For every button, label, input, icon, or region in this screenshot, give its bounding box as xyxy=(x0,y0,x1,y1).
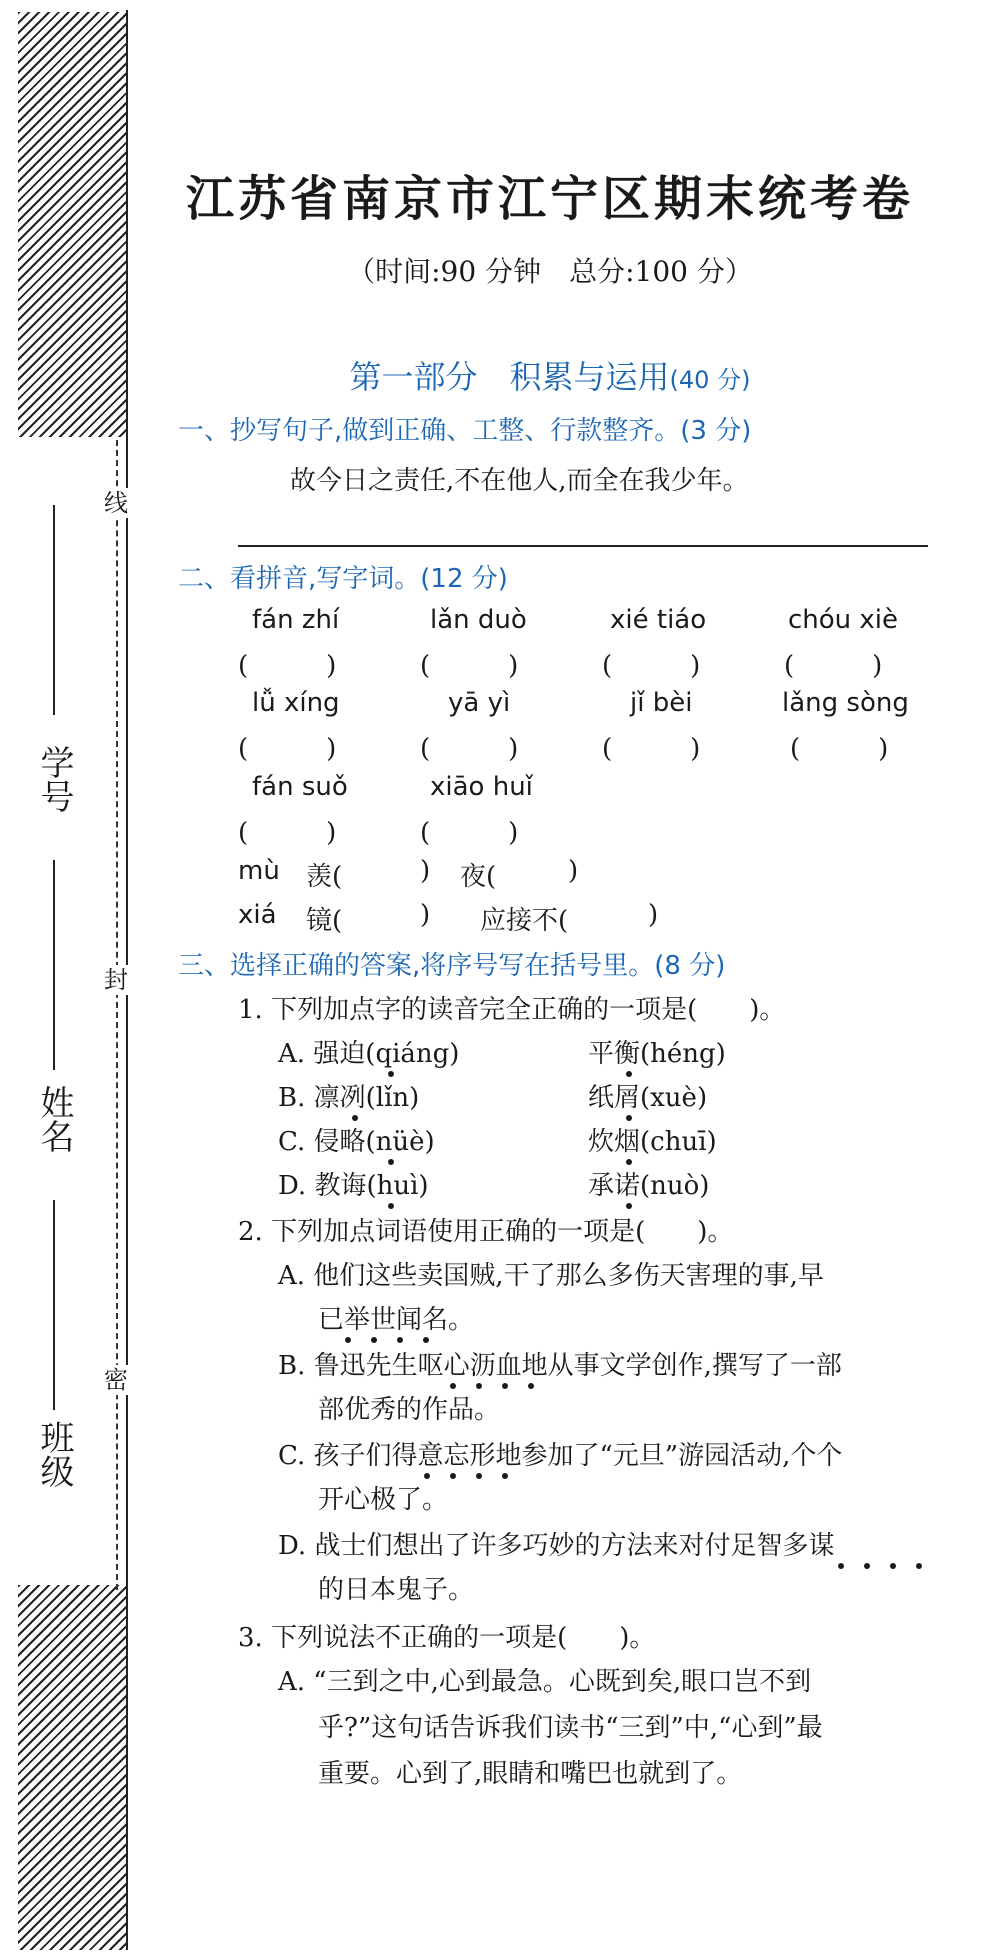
emphasis-dot xyxy=(388,1071,394,1077)
q2-option-a-line2: 已举世闻名。 xyxy=(318,1305,475,1335)
pinyin-item: lǚ xíng xyxy=(252,688,340,718)
emphasis-dot xyxy=(864,1563,870,1569)
q1-option-b-left[interactable]: B. 凛冽(lǐn) xyxy=(278,1083,420,1113)
emphasis-dot xyxy=(352,1115,358,1121)
word-blank[interactable]: 应接不( xyxy=(480,906,569,936)
q3-option-a-line2: 乎?”这句话告诉我们读书“三到”中,“心到”最 xyxy=(318,1713,823,1743)
student-id-line xyxy=(53,505,55,715)
word-blank[interactable]: 羡( xyxy=(306,862,343,892)
part-title xyxy=(170,352,930,398)
emphasis-dot xyxy=(345,1337,351,1343)
pinyin-item: chóu xiè xyxy=(788,605,899,635)
answer-blank[interactable]: ( ) xyxy=(238,818,337,848)
answer-blank[interactable]: ( ) xyxy=(238,734,337,764)
emphasis-dot xyxy=(626,1159,632,1165)
emphasis-dot xyxy=(502,1473,508,1479)
pinyin-item: fán zhí xyxy=(252,605,340,635)
pinyin-item: xié tiáo xyxy=(610,605,707,635)
answer-blank[interactable]: ( ) xyxy=(790,734,889,764)
word-blank-close: ) xyxy=(420,856,431,886)
section3-heading: 三、选择正确的答案,将序号写在括号里。(8 分) xyxy=(178,951,726,981)
q1-option-c-left[interactable]: C. 侵略(nüè) xyxy=(278,1127,435,1157)
section1-sentence: 故今日之责任,不在他人,而全在我少年。 xyxy=(290,466,749,496)
answer-blank[interactable]: ( ) xyxy=(420,651,519,681)
q2-option-b-line1[interactable]: B. 鲁迅先生呕心沥血地从事文学创作,撰写了一部 xyxy=(278,1351,842,1381)
pinyin-item: lǎn duò xyxy=(430,605,527,635)
emphasis-dot xyxy=(838,1563,844,1569)
emphasis-dot xyxy=(890,1563,896,1569)
section2-heading: 二、看拼音,写字词。(12 分) xyxy=(178,564,508,594)
q1-option-d-left[interactable]: D. 教诲(huì) xyxy=(278,1171,429,1201)
emphasis-dot xyxy=(476,1383,482,1389)
answer-blank[interactable]: ( ) xyxy=(784,651,883,681)
word-blank-close: ) xyxy=(648,900,659,930)
question-1-stem: 1. 下列加点字的读音完全正确的一项是( )。 xyxy=(238,995,786,1025)
name-line xyxy=(53,860,55,1070)
answer-blank[interactable]: ( ) xyxy=(420,818,519,848)
binding-mark-mi: 密 xyxy=(101,1365,131,1395)
emphasis-dot xyxy=(626,1071,632,1077)
emphasis-dot xyxy=(388,1203,394,1209)
q2-option-c-line1[interactable]: C. 孩子们得意忘形地参加了“元旦”游园活动,个个 xyxy=(278,1441,843,1471)
emphasis-dot xyxy=(423,1337,429,1343)
q2-option-a-line1[interactable]: A. 他们这些卖国贼,干了那么多伤天害理的事,早 xyxy=(278,1261,824,1291)
name-label: 姓名 xyxy=(34,1085,74,1153)
emphasis-dot xyxy=(626,1203,632,1209)
emphasis-dot xyxy=(476,1473,482,1479)
class-line xyxy=(53,1200,55,1410)
binding-cut-line xyxy=(116,440,118,1590)
answer-blank[interactable]: ( ) xyxy=(602,734,701,764)
student-id-label: 学号 xyxy=(34,745,74,813)
q1-option-c-right: 炊烟(chuī) xyxy=(588,1127,717,1157)
emphasis-dot xyxy=(388,1159,394,1165)
pinyin-item: jǐ bèi xyxy=(630,688,693,718)
question-3-stem: 3. 下列说法不正确的一项是( )。 xyxy=(238,1623,656,1653)
class-label: 班级 xyxy=(34,1420,74,1488)
q1-option-a-right: 平衡(héng) xyxy=(588,1039,726,1069)
pinyin-item: yā yì xyxy=(448,688,511,718)
emphasis-dot xyxy=(626,1115,632,1121)
pinyin-item: lǎng sòng xyxy=(782,688,909,718)
binding-mark-feng: 封 xyxy=(101,965,131,995)
answer-blank[interactable]: ( ) xyxy=(238,651,337,681)
q3-option-a-line3: 重要。心到了,眼睛和嘴巴也就到了。 xyxy=(318,1759,743,1789)
question-2-stem: 2. 下列加点词语使用正确的一项是( )。 xyxy=(238,1217,734,1247)
pinyin-item: xiāo huǐ xyxy=(430,772,533,802)
writing-line[interactable] xyxy=(238,545,928,547)
q3-option-a-line1[interactable]: A. “三到之中,心到最急。心既到矣,眼口岂不到 xyxy=(278,1667,812,1697)
word-blank-close: ) xyxy=(568,856,579,886)
part-score: (40 分) xyxy=(669,366,751,394)
binding-hatch-bottom xyxy=(18,1585,126,1950)
word-blank-close: ) xyxy=(420,900,431,930)
section1-heading: 一、抄写句子,做到正确、工整、行款整齐。(3 分) xyxy=(178,416,752,446)
q2-option-d-line1[interactable]: D. 战士们想出了许多巧妙的方法来对付足智多谋 xyxy=(278,1531,835,1561)
emphasis-dot xyxy=(450,1383,456,1389)
q1-option-a-left[interactable]: A. 强迫(qiáng) xyxy=(278,1039,460,1069)
emphasis-dot xyxy=(502,1383,508,1389)
answer-blank[interactable]: ( ) xyxy=(602,651,701,681)
exam-info: （时间:90 分钟 总分:100 分） xyxy=(347,255,753,288)
binding-mark-xian: 线 xyxy=(101,488,131,518)
pinyin-mu: mù xyxy=(238,856,280,886)
q1-option-d-right: 承诺(nuò) xyxy=(588,1171,710,1201)
pinyin-item: fán suǒ xyxy=(252,772,348,802)
pinyin-xia: xiá xyxy=(238,900,277,930)
word-blank[interactable]: 夜( xyxy=(460,862,497,892)
q2-option-d-line2: 的日本鬼子。 xyxy=(318,1575,475,1605)
emphasis-dot xyxy=(528,1383,534,1389)
emphasis-dot xyxy=(450,1473,456,1479)
emphasis-dot xyxy=(397,1337,403,1343)
part-title-text: 第一部分 积累与运用 xyxy=(349,358,670,396)
word-blank[interactable]: 镜( xyxy=(306,906,343,936)
page-title: 江苏省南京市江宁区期末统考卷 xyxy=(185,171,914,227)
answer-blank[interactable]: ( ) xyxy=(420,734,519,764)
q2-option-b-line2: 部优秀的作品。 xyxy=(318,1395,501,1425)
q2-option-c-line2: 开心极了。 xyxy=(318,1485,449,1515)
binding-hatch-top xyxy=(18,12,126,437)
emphasis-dot xyxy=(371,1337,377,1343)
emphasis-dot xyxy=(916,1563,922,1569)
q1-option-b-right: 纸屑(xuè) xyxy=(588,1083,708,1113)
emphasis-dot xyxy=(424,1473,430,1479)
